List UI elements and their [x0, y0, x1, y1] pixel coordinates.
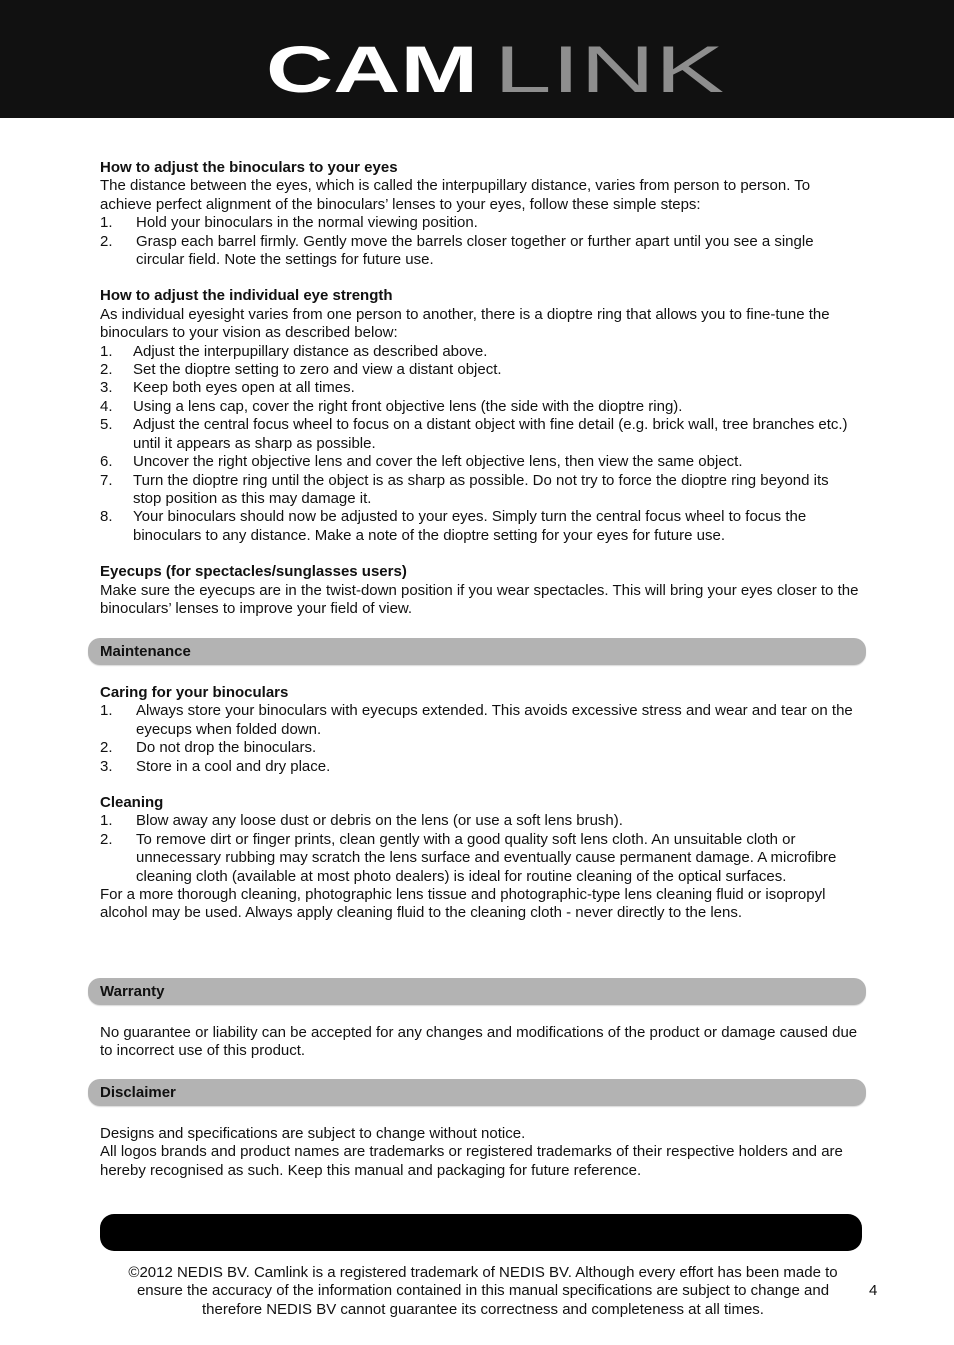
list-item: 2. Set the dioptre setting to zero and view a distant object.	[100, 361, 502, 379]
maintenance-section	[100, 684, 860, 923]
list-item: 2. Do not drop the binoculars.	[100, 739, 317, 757]
list-item: 3. Store in a cool and dry place.	[100, 757, 331, 775]
warranty-section	[100, 1024, 860, 1061]
disclaimer-heading-band	[88, 1079, 866, 1106]
warranty-text: No guarantee or liability can be accepted for any changes and modifications of the product or damage caused due to incorrect use of this product.	[100, 1024, 858, 1060]
warranty-heading: Warranty	[100, 983, 165, 1000]
footer-copyright: ©2012 NEDIS BV. Camlink is a registered trademark of NEDIS BV. Although every effort has been made to ensure the accuracy of the information contained in this manual specifications are subject to change and therefore NEDIS BV cannot guarantee its correctness and completeness at all times.	[128, 1264, 838, 1318]
list-item: 2. Grasp each barrel firmly. Gently move the barrels closer together or further apart until you see a single circular field. Note the settings for future use.	[100, 232, 814, 269]
eye-strength-intro: As individual eyesight varies from one person to another, there is a dioptre ring that allows you to fine-tune the binoculars to your vision as described below:	[100, 305, 830, 342]
caring-title: Caring for your binoculars	[100, 684, 289, 701]
header-band	[0, 0, 954, 118]
disclaimer-heading: Disclaimer	[100, 1084, 176, 1101]
list-item: 5. Adjust the central focus wheel to focus on a distant object with fine detail (e.g. brick wall, tree branches etc.) until it appears as sharp as possible.	[100, 416, 848, 452]
svg-text:CAM: CAM	[266, 38, 478, 96]
list-item: 2. To remove dirt or finger prints, clean gently with a good quality soft lens cloth. An unsuitable cloth or unnecessary rubbing may scratch the lens surface and eventually cause permanent damage. A microfibre cleaning cloth (available at most photo dealers) is ideal for routine cleaning of the optical surfaces.	[100, 830, 837, 885]
warranty-heading-band	[88, 978, 866, 1005]
footer-black-bar	[100, 1214, 862, 1251]
maintenance-heading: Maintenance	[100, 643, 191, 660]
list-item: 1. Hold your binoculars in the normal viewing position.	[100, 214, 478, 232]
eyecups-text: Make sure the eyecups are in the twist-down position if you wear spectacles. This will bring your eyes closer to the binoculars’ lenses to improve your field of view.	[100, 581, 859, 617]
disclaimer-line1: Designs and specifications are subject to change without notice.	[100, 1125, 526, 1142]
disclaimer-line2: All logos brands and product names are trademarks or registered trademarks of their respective holders and are hereby recognised as such. Keep this manual and packaging for future reference.	[100, 1143, 843, 1179]
adjust-eyes-intro: The distance between the eyes, which is called the interpupillary distance, varies from person to person. To achieve perfect alignment of the binoculars’ lenses to your eyes, follow these simple steps:	[100, 177, 811, 213]
list-item: 1. Adjust the interpupillary distance as described above.	[100, 342, 488, 360]
page-number: 4	[869, 1282, 878, 1299]
eye-strength-steps	[100, 343, 860, 545]
cleaning-note: For a more thorough cleaning, photographic lens tissue and photographic-type lens cleaning fluid or isopropyl alcohol may be used. Always apply cleaning fluid to the cleaning cloth - never directly to the lens.	[100, 886, 826, 922]
eye-strength-title: How to adjust the individual eye strength	[100, 287, 393, 305]
list-item: 3. Keep both eyes open at all times.	[100, 379, 355, 397]
cleaning-title: Cleaning	[100, 794, 164, 812]
svg-text:LINK: LINK	[494, 38, 724, 96]
instructions-content	[100, 159, 860, 618]
maintenance-heading-band	[88, 638, 866, 665]
camlink-logo	[266, 38, 726, 96]
disclaimer-section	[100, 1125, 860, 1180]
adjust-eyes-steps	[100, 214, 860, 269]
list-item: 4. Using a lens cap, cover the right front objective lens (the side with the dioptre ring).	[100, 397, 683, 415]
list-item: 6. Uncover the right objective lens and cover the left objective lens, then view the same object.	[100, 453, 743, 471]
caring-steps	[100, 702, 860, 776]
cleaning-steps	[100, 812, 860, 886]
list-item: 7. Turn the dioptre ring until the object is as sharp as possible. Do not try to force the dioptre ring beyond its stop position as this may damage it.	[100, 471, 829, 507]
eyecups-title: Eyecups (for spectacles/sunglasses users)	[100, 563, 407, 581]
list-item: 1. Blow away any loose dust or debris on the lens (or use a soft lens brush).	[100, 812, 623, 830]
list-item: 1. Always store your binoculars with eyecups extended. This avoids excessive stress and wear and tear on the eyecups when folded down.	[100, 702, 853, 738]
adjust-eyes-title: How to adjust the binoculars to your eyes	[100, 159, 398, 176]
list-item: 8. Your binoculars should now be adjusted to your eyes. Simply turn the central focus wheel to focus the binoculars to any distance. Make a note of the dioptre setting for your eyes for future use.	[100, 508, 807, 544]
